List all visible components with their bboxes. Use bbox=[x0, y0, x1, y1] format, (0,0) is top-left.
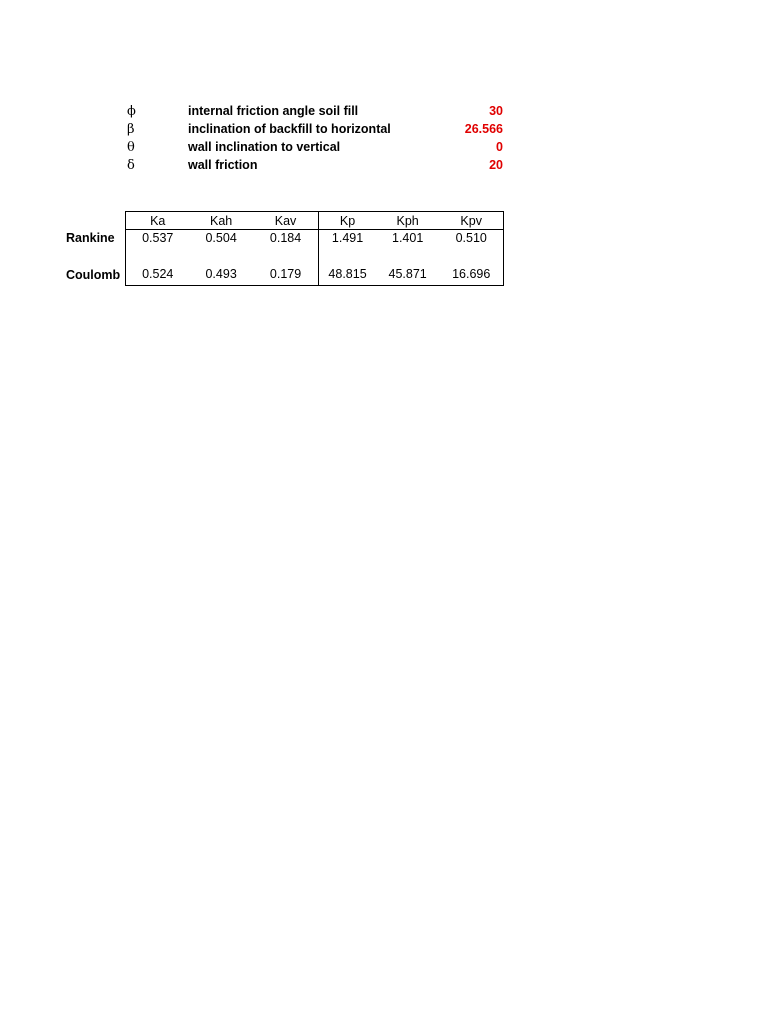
parameter-description: inclination of backfill to horizontal bbox=[188, 122, 391, 136]
theta-symbol: θ bbox=[127, 140, 135, 155]
table-spacer-row bbox=[126, 249, 504, 266]
header-ka: Ka bbox=[126, 212, 190, 230]
spacer-cell bbox=[189, 249, 252, 266]
table-row-coulomb bbox=[126, 266, 504, 286]
parameter-description: wall inclination to vertical bbox=[188, 140, 341, 154]
parameter-value[interactable]: 30 bbox=[489, 104, 503, 118]
table-cell: 0.504 bbox=[205, 231, 237, 245]
parameter-row-phi bbox=[0, 102, 768, 120]
row-label-coulomb: Coulomb bbox=[66, 268, 121, 282]
table-cell: 0.524 bbox=[126, 266, 190, 286]
table-cell: 0.510 bbox=[439, 230, 503, 250]
parameter-description: internal friction angle soil fill bbox=[188, 104, 359, 118]
table-cell: 45.871 bbox=[376, 266, 440, 286]
phi-symbol: ϕ bbox=[127, 104, 136, 119]
delta-symbol: δ bbox=[127, 158, 135, 173]
beta-symbol: β bbox=[127, 122, 135, 137]
table-cell: 0.184 bbox=[269, 231, 302, 245]
parameter-row-beta bbox=[0, 120, 768, 138]
parameter-value[interactable]: 20 bbox=[489, 158, 503, 172]
spacer-cell bbox=[126, 249, 190, 266]
spacer-cell bbox=[376, 249, 440, 266]
parameter-value[interactable]: 0 bbox=[496, 140, 503, 154]
row-label-rankine: Rankine bbox=[66, 231, 115, 245]
table-cell: 1.491 bbox=[319, 230, 376, 250]
table-cell: 48.815 bbox=[319, 266, 376, 286]
header-kav: Kav bbox=[253, 212, 319, 230]
spacer-cell bbox=[319, 249, 376, 266]
header-kpv: Kpv bbox=[439, 212, 503, 230]
spacer-cell bbox=[253, 249, 319, 266]
table-row-rankine bbox=[126, 230, 504, 250]
table-header-row bbox=[126, 212, 504, 230]
header-kah: Kah bbox=[189, 212, 252, 230]
table-cell: 0.179 bbox=[253, 266, 319, 286]
spacer-cell bbox=[439, 249, 503, 266]
header-kph: Kph bbox=[376, 212, 440, 230]
table-cell: 0.493 bbox=[189, 266, 252, 286]
table-cell: 16.696 bbox=[439, 266, 503, 286]
parameter-value[interactable]: 26.566 bbox=[464, 122, 503, 136]
table-cell: 0.537 bbox=[126, 230, 190, 250]
earth-pressure-coefficients-table bbox=[125, 211, 504, 286]
parameter-row-theta bbox=[0, 138, 768, 156]
parameter-description: wall friction bbox=[188, 158, 258, 172]
table-cell: 1.401 bbox=[392, 231, 424, 245]
header-kp: Kp bbox=[319, 212, 376, 230]
parameter-row-delta bbox=[0, 156, 768, 174]
